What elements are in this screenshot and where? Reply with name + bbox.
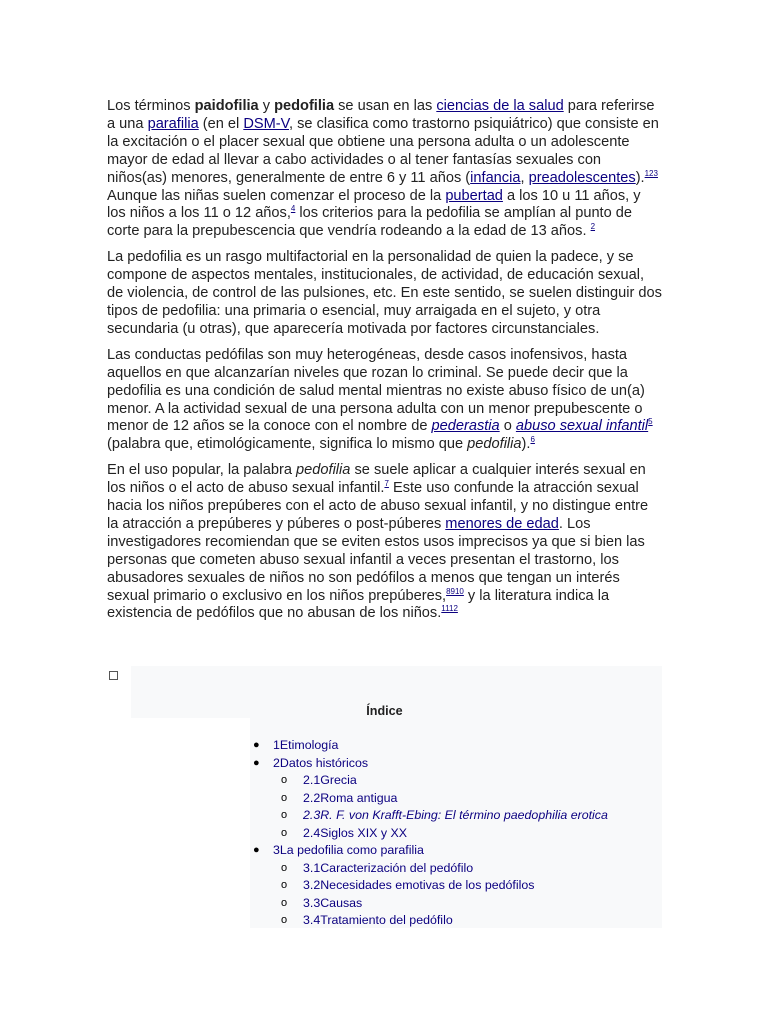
bold-term-paidofilia: paidofilia	[194, 98, 259, 114]
paragraph-intro	[107, 98, 663, 241]
bullet-icon: o	[281, 879, 288, 891]
citation-ref[interactable]	[530, 435, 534, 444]
paragraph-uso-popular	[107, 462, 663, 623]
citation-ref[interactable]	[441, 604, 458, 613]
toc-link[interactable]: 2Datos históricos	[273, 755, 369, 770]
text: Este uso confunde la atracción sexual hacia los niños prepúberes con el acto de abuso sexual infantil, y no distingue entre la atracción a prepúberes y púberes o post-púberes	[107, 480, 649, 532]
link-parafilia[interactable]: parafilia	[147, 115, 199, 132]
toc-item-2-3[interactable]	[107, 807, 662, 825]
italic-term: pedofilia	[467, 436, 522, 453]
text: Las conductas pedófilas son muy heterogéneas, desde casos inofensivos, hasta aquellos en que alcanzarían niveles que rozan lo criminal. Se puede decir que la pedofilia es una condición de salud mental mientras no existe abuso físico de un(a) menor. A la actividad sexual de una persona adulta con un menor prepubescente o menor de 12 años se la conoce con el nombre de	[107, 346, 645, 435]
toc-item-2-4[interactable]	[107, 825, 662, 843]
text: y la literatura indica la existencia de pedófilos que no abusan de los niños.	[107, 587, 610, 622]
bullet-icon: ●	[253, 739, 260, 751]
citation-link[interactable]: 123	[644, 168, 658, 178]
bullet-icon: o	[281, 896, 288, 909]
toc-link[interactable]: 1Etimología	[273, 738, 339, 752]
bullet-icon: ●	[253, 844, 260, 856]
toc-item-3-2[interactable]	[107, 877, 662, 895]
toc-item-2-2[interactable]	[107, 790, 662, 808]
toc-list	[107, 737, 662, 930]
toc-title: Índice	[366, 704, 403, 718]
citation-ref[interactable]	[648, 417, 652, 426]
text: ,	[520, 169, 529, 186]
text: los criterios para la pedofilia se amplían al punto de corte para la prepubescencia que vendría rodeando a la edad de 13 años.	[107, 205, 633, 240]
toc-link[interactable]: 2.3R. F. von Krafft-Ebing: El término paedophilia erotica	[303, 808, 608, 822]
text: Aunque las niñas suelen comenzar el proceso de la	[107, 187, 446, 204]
link-menores-de-edad[interactable]: menores de edad	[445, 515, 559, 532]
paragraph-multifactorial: La pedofilia es un rasgo multifactorial en la personalidad de quien la padece, y se compone de aspectos mentales, institucionales, de actividad, de educación sexual, de violencia, de control de las pulsiones, etc. En este sentido, se suelen distinguir dos tipos de pedofilia: una primaria o esencial, muy arraigada en el sujeto, y otra secundaria (u otras), que aparecería motivada por factores circunstanciales.	[107, 249, 662, 337]
text: ).	[521, 436, 531, 453]
toc-link[interactable]: 3.4Tratamiento del pedófilo	[303, 913, 453, 927]
toc-item-2-1[interactable]	[107, 772, 662, 790]
bullet-icon: o	[281, 809, 288, 821]
toc-link[interactable]: 3.2Necesidades emotivas de los pedófilos	[303, 878, 535, 892]
toc-item-2[interactable]	[107, 755, 662, 773]
link-infancia[interactable]: infancia	[470, 169, 521, 186]
text: (en el	[198, 115, 244, 132]
paragraph-conductas	[107, 347, 663, 454]
bullet-icon: o	[281, 774, 288, 786]
italic-term: pedofilia	[296, 462, 351, 479]
bullet-icon: o	[281, 914, 288, 926]
toc-link[interactable]: 2.4Siglos XIX y XX	[303, 825, 408, 840]
text: o	[499, 418, 516, 435]
bullet-icon: o	[281, 861, 288, 874]
text: Los términos	[107, 98, 195, 114]
citation-link[interactable]: 5	[648, 417, 653, 427]
toc-link[interactable]: 3La pedofilia como parafilia	[273, 843, 424, 857]
toc-item-3-1[interactable]	[107, 860, 662, 878]
toc-link[interactable]: 2.1Grecia	[303, 773, 357, 787]
toc-item-3-3[interactable]	[107, 895, 662, 913]
link-preadolescentes[interactable]: preadolescentes	[528, 169, 636, 186]
bullet-icon: o	[281, 791, 288, 804]
toc-link[interactable]: 2.2Roma antigua	[303, 790, 398, 805]
citation-link[interactable]: 7	[384, 479, 389, 489]
table-of-contents	[107, 666, 662, 928]
link-pubertad[interactable]: pubertad	[445, 187, 503, 204]
bold-term-pedofilia: pedofilia	[274, 98, 335, 114]
toc-toggle-checkbox[interactable]	[109, 671, 118, 680]
citation-ref[interactable]	[591, 222, 595, 231]
text: (palabra que, etimológicamente, significa lo mismo que	[107, 436, 468, 453]
link-dsm-v[interactable]: DSM-V	[243, 115, 289, 132]
text: para referirse a una	[107, 98, 655, 132]
citation-link[interactable]: 2	[590, 222, 596, 232]
text: . Los investigadores recomiendan que se eviten estos usos imprecisos ya que si bien las personas que cometen abuso sexual infantil a veces presentan el trastorno, los abusadores sexuales de niños no son pedófilos a menos que tengan un interés sexual primario o exclusivo en los niños prepúberes,	[107, 515, 645, 604]
text: se usan en las	[334, 98, 437, 114]
text: y	[258, 98, 275, 114]
text: En el uso popular, la palabra	[107, 462, 297, 479]
link-abuso-sexual-infantil[interactable]: abuso sexual infantil	[515, 418, 649, 435]
citation-link[interactable]: 8910	[446, 586, 464, 596]
toc-item-1[interactable]	[107, 737, 662, 755]
citation-ref[interactable]	[645, 169, 658, 178]
toc-link[interactable]: 3.3Causas	[303, 895, 363, 910]
bullet-icon: ●	[253, 756, 260, 769]
toc-link[interactable]: 3.1Caracterización del pedófilo	[303, 860, 474, 875]
text: , se clasifica como trastorno psiquiátrico) que consiste en la excitación o el placer sexual que obtiene una persona adulta o un adolescente mayor de edad al llevar a cabo actividades o al tener fantasías sexuales con niños(as) menores, generalmente de entre 6 y 11 años (	[107, 115, 659, 186]
bullet-icon: o	[281, 826, 288, 839]
toc-item-3[interactable]	[107, 842, 662, 860]
citation-link[interactable]: 1112	[441, 604, 458, 614]
link-pederastia[interactable]: pederastia	[431, 418, 500, 435]
citation-ref[interactable]	[446, 587, 464, 596]
article-body	[107, 98, 663, 631]
citation-link[interactable]: 6	[530, 435, 535, 445]
toc-item-3-4[interactable]	[107, 912, 662, 930]
link-ciencias-de-la-salud[interactable]: ciencias de la salud	[436, 98, 564, 114]
text: a los 10 u 11 años, y los niños a los 11 o 12 años,	[107, 187, 641, 222]
citation-link[interactable]: 4	[290, 204, 296, 214]
text: ).	[635, 169, 645, 186]
text: se suele aplicar a cualquier interés sexual en los niños o el acto de abuso sexual infantil.	[107, 462, 646, 497]
